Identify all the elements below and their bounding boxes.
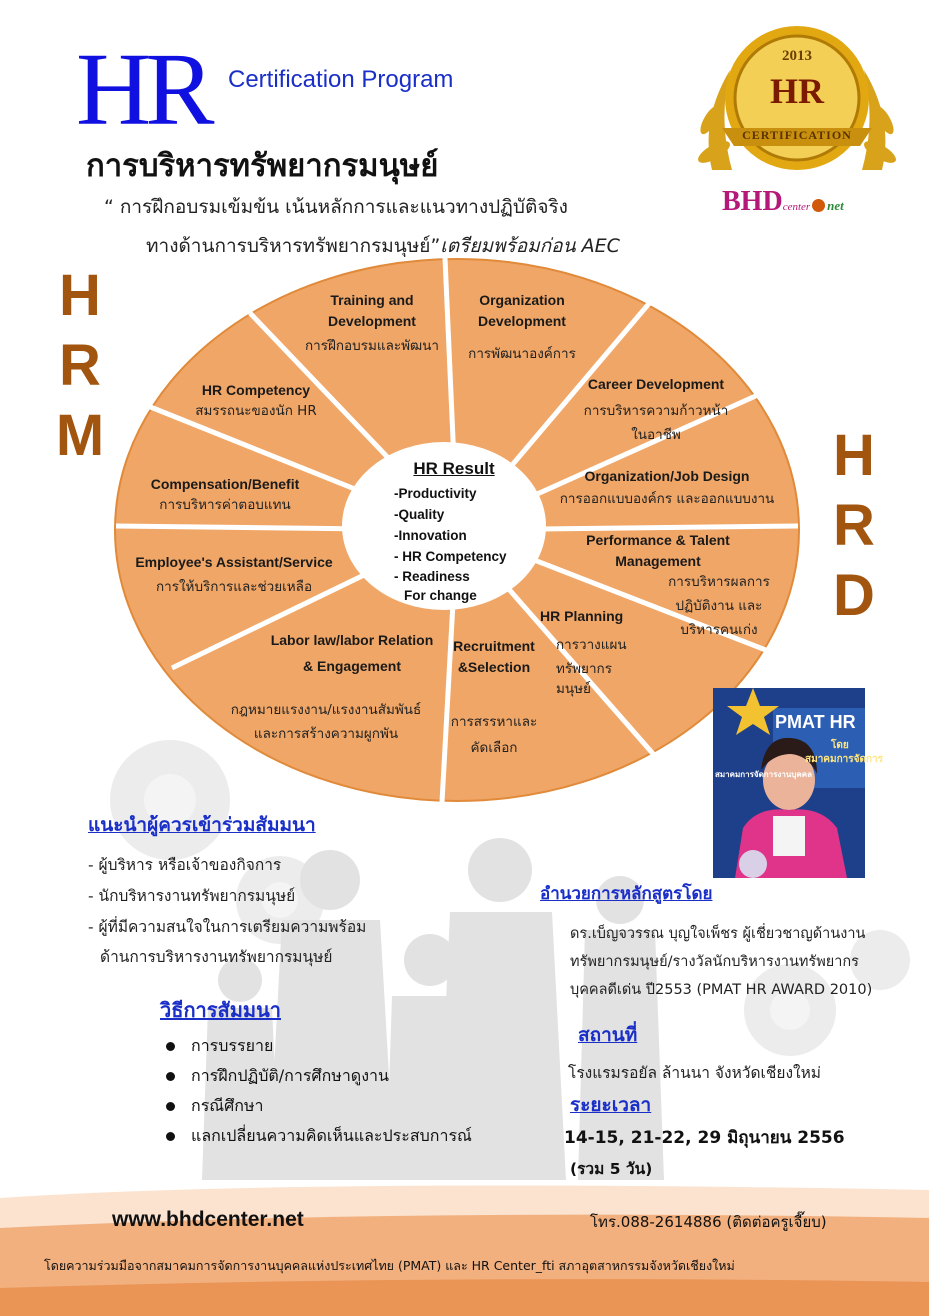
- bullet-icon: [166, 1072, 175, 1081]
- period-dates: 14-15, 21-22, 29 มิถุนายน 2556: [564, 1128, 845, 1148]
- segment-career-development: [556, 374, 756, 445]
- result-item: -Innovation: [394, 528, 467, 543]
- director-title: อำนวยการหลักสูตรโดย: [540, 884, 713, 904]
- segment-th: การสรรหาและ: [450, 714, 538, 730]
- segment-labor-law: [254, 630, 450, 681]
- segment-th: บริหารคนเก่ง: [680, 622, 758, 638]
- cooperation-note: โดยความร่วมมือจากสมาคมการจัดการงานบุคคลแห่งประเทศไทย (PMAT) และ HR Center_fti สภาอุตสาหกรรมจังหวัดเชียงใหม่: [44, 1258, 735, 1273]
- segment-en: Employee's Assistant/Service: [135, 554, 333, 570]
- brand-suffix: net: [827, 198, 844, 213]
- segment-en: Organization: [479, 292, 565, 308]
- quote-line-2-b: เตรียมพร้อมก่อน AEC: [440, 235, 620, 257]
- segment-th: ในอาชีพ: [631, 427, 681, 443]
- segment-hr-competency: [178, 380, 334, 421]
- method-item: [166, 1124, 472, 1149]
- segment-th: การออกแบบองค์กร และออกแบบงาน: [559, 491, 775, 507]
- recommend-item: - ผู้ที่มีความสนใจในการเตรียมความพร้อม: [88, 918, 367, 936]
- segment-th: การพัฒนาองค์การ: [468, 346, 576, 362]
- photo-sign: PMAT HR: [775, 712, 856, 732]
- segment-th: คัดเลือก: [470, 740, 518, 756]
- hr-certification-badge: [692, 20, 902, 190]
- wheel-center-text: [394, 459, 514, 605]
- segment-labor-law-th: [216, 698, 436, 746]
- segment-training-development: [296, 290, 448, 356]
- segment-hr-planning: [534, 606, 644, 699]
- hr-result-title: HR Result: [413, 459, 495, 478]
- side-letters-hrd: [824, 424, 884, 628]
- segment-th: สมรรถนะของนัก HR: [195, 403, 317, 419]
- segment-th: ทรัพยากรมนุษย์: [556, 661, 612, 697]
- recommend-title: แนะนำผู้ควรเข้าร่วมสัมมนา: [88, 814, 316, 836]
- segment-th: การบริหารผลการ: [668, 574, 770, 590]
- method-item: [166, 1094, 264, 1119]
- photo-sign-sub1: โดย: [831, 740, 849, 751]
- segment-en: Recruitment: [453, 638, 535, 654]
- segment-recruitment-selection: [444, 636, 544, 758]
- side-letter: M: [55, 403, 105, 468]
- method-item-label: กรณีศึกษา: [191, 1096, 264, 1115]
- segment-organization-development: [458, 290, 586, 364]
- presenter-photo: [713, 688, 884, 878]
- photo-sign-sub3: สมาคมการจัดการงานบุคคล: [715, 770, 812, 779]
- recommend-item: - ผู้บริหาร หรือเจ้าของกิจการ: [88, 856, 282, 874]
- segment-th: การบริหารความก้าวหน้า: [583, 403, 729, 419]
- venue-text: โรงแรมรอยัล ล้านนา จังหวัดเชียงใหม่: [568, 1064, 822, 1082]
- globe-icon: [812, 199, 825, 212]
- result-item: -Quality: [394, 507, 445, 522]
- period-title: ระยะเวลา: [570, 1094, 652, 1116]
- segment-en: HR Competency: [201, 382, 311, 398]
- segment-en: Career Development: [587, 376, 725, 392]
- website-link[interactable]: www.bhdcenter.net: [112, 1208, 304, 1231]
- badge-hr: HR: [770, 71, 824, 111]
- result-item: - Readiness: [394, 569, 470, 584]
- director-line: ทรัพยากรมนุษย์/รางวัลนักบริหารงานทรัพยากร: [570, 954, 859, 970]
- bullet-icon: [166, 1042, 175, 1051]
- segment-en: Organization/Job Design: [584, 468, 750, 484]
- recommend-item: - นักบริหารงานทรัพยากรมนุษย์: [88, 887, 296, 905]
- segment-th: การบริหารค่าตอบแทน: [159, 497, 291, 513]
- side-letter: D: [833, 563, 875, 628]
- result-item: - HR Competency: [394, 549, 507, 564]
- side-letter: R: [59, 333, 101, 398]
- logo-subtitle: Certification Program: [228, 66, 454, 93]
- segment-en: &Selection: [457, 659, 531, 675]
- result-item: For change: [404, 588, 477, 603]
- segment-organization-job-design: [556, 466, 778, 509]
- side-letter: H: [59, 263, 101, 328]
- badge-year: 2013: [782, 48, 812, 64]
- bhd-brand-logo: [722, 186, 902, 222]
- segment-en: Labor law/labor Relation: [270, 632, 434, 648]
- director-line: บุคคลดีเด่น ปี2553 (PMAT HR AWARD 2010): [570, 982, 873, 998]
- segment-th: การฝึกอบรมและพัฒนา: [304, 338, 440, 354]
- brand-main: BHD: [722, 186, 783, 217]
- contact-phone: โทร.088-2614886 (ติดต่อครูเจี๊ยบ): [590, 1213, 827, 1231]
- bullet-icon: [166, 1132, 175, 1141]
- quote-line-1: “ การฝึกอบรมเข้มข้น เน้นหลักการและแนวทางปฏิบัติจริง: [104, 196, 568, 218]
- segment-performance-talent: [566, 530, 750, 572]
- method-item: [166, 1034, 273, 1059]
- brand-sub: center: [782, 201, 811, 213]
- quote-line-2-a: ทางด้านการบริหารทรัพยากรมนุษย์”: [146, 235, 441, 257]
- segment-th: กฎหมายแรงงาน/แรงงานสัมพันธ์: [230, 702, 422, 718]
- method-item-label: การบรรยาย: [191, 1036, 274, 1055]
- recommend-item: ด้านการบริหารงานทรัพยากรมนุษย์: [100, 948, 333, 966]
- page-title: การบริหารทรัพยากรมนุษย์: [86, 148, 439, 184]
- photo-sign-sub2: สมาคมการจัดการ: [805, 754, 884, 765]
- segment-performance-talent-th: [664, 570, 774, 642]
- logo-hr-text: HR: [76, 32, 209, 147]
- method-item: [166, 1064, 389, 1089]
- side-letters-hrm: [50, 264, 110, 468]
- footer-band: [0, 1178, 929, 1316]
- segment-en: Compensation/Benefit: [150, 476, 300, 492]
- segment-en: Development: [478, 313, 566, 329]
- side-letter: H: [833, 423, 875, 488]
- segment-en: Management: [615, 553, 701, 569]
- segment-th: การวางแผน: [556, 637, 627, 653]
- method-item-label: การฝึกปฏิบัติ/การศึกษาดูงาน: [191, 1066, 389, 1085]
- side-letter: R: [833, 493, 875, 558]
- segment-en: Performance & Talent: [586, 532, 730, 548]
- segment-employee-assistant: [124, 552, 344, 597]
- venue-title: สถานที่: [578, 1024, 638, 1046]
- director-line: ดร.เบ็ญจวรรณ บุญใจเพ็ชร ผู้เชี่ยวชาญด้านงาน: [570, 926, 866, 942]
- segment-th: การให้บริการและช่วยเหลือ: [155, 579, 313, 595]
- method-item-label: แลกเปลี่ยนความคิดเห็นและประสบการณ์: [191, 1126, 472, 1145]
- method-title: วิธีการสัมมนา: [160, 998, 281, 1022]
- badge-ribbon: CERTIFICATION: [742, 128, 852, 142]
- segment-th: ปฏิบัติงาน และ: [675, 598, 763, 614]
- period-total: (รวม 5 วัน): [570, 1160, 653, 1178]
- bullet-icon: [166, 1102, 175, 1111]
- segment-th: และการสร้างความผูกพัน: [253, 726, 399, 742]
- segment-en: & Engagement: [302, 658, 401, 674]
- segment-en: Training and: [330, 292, 414, 308]
- result-item: -Productivity: [394, 486, 477, 501]
- segment-en: HR Planning: [540, 608, 624, 624]
- segment-compensation-benefit: [136, 474, 314, 515]
- segment-en: Development: [328, 313, 416, 329]
